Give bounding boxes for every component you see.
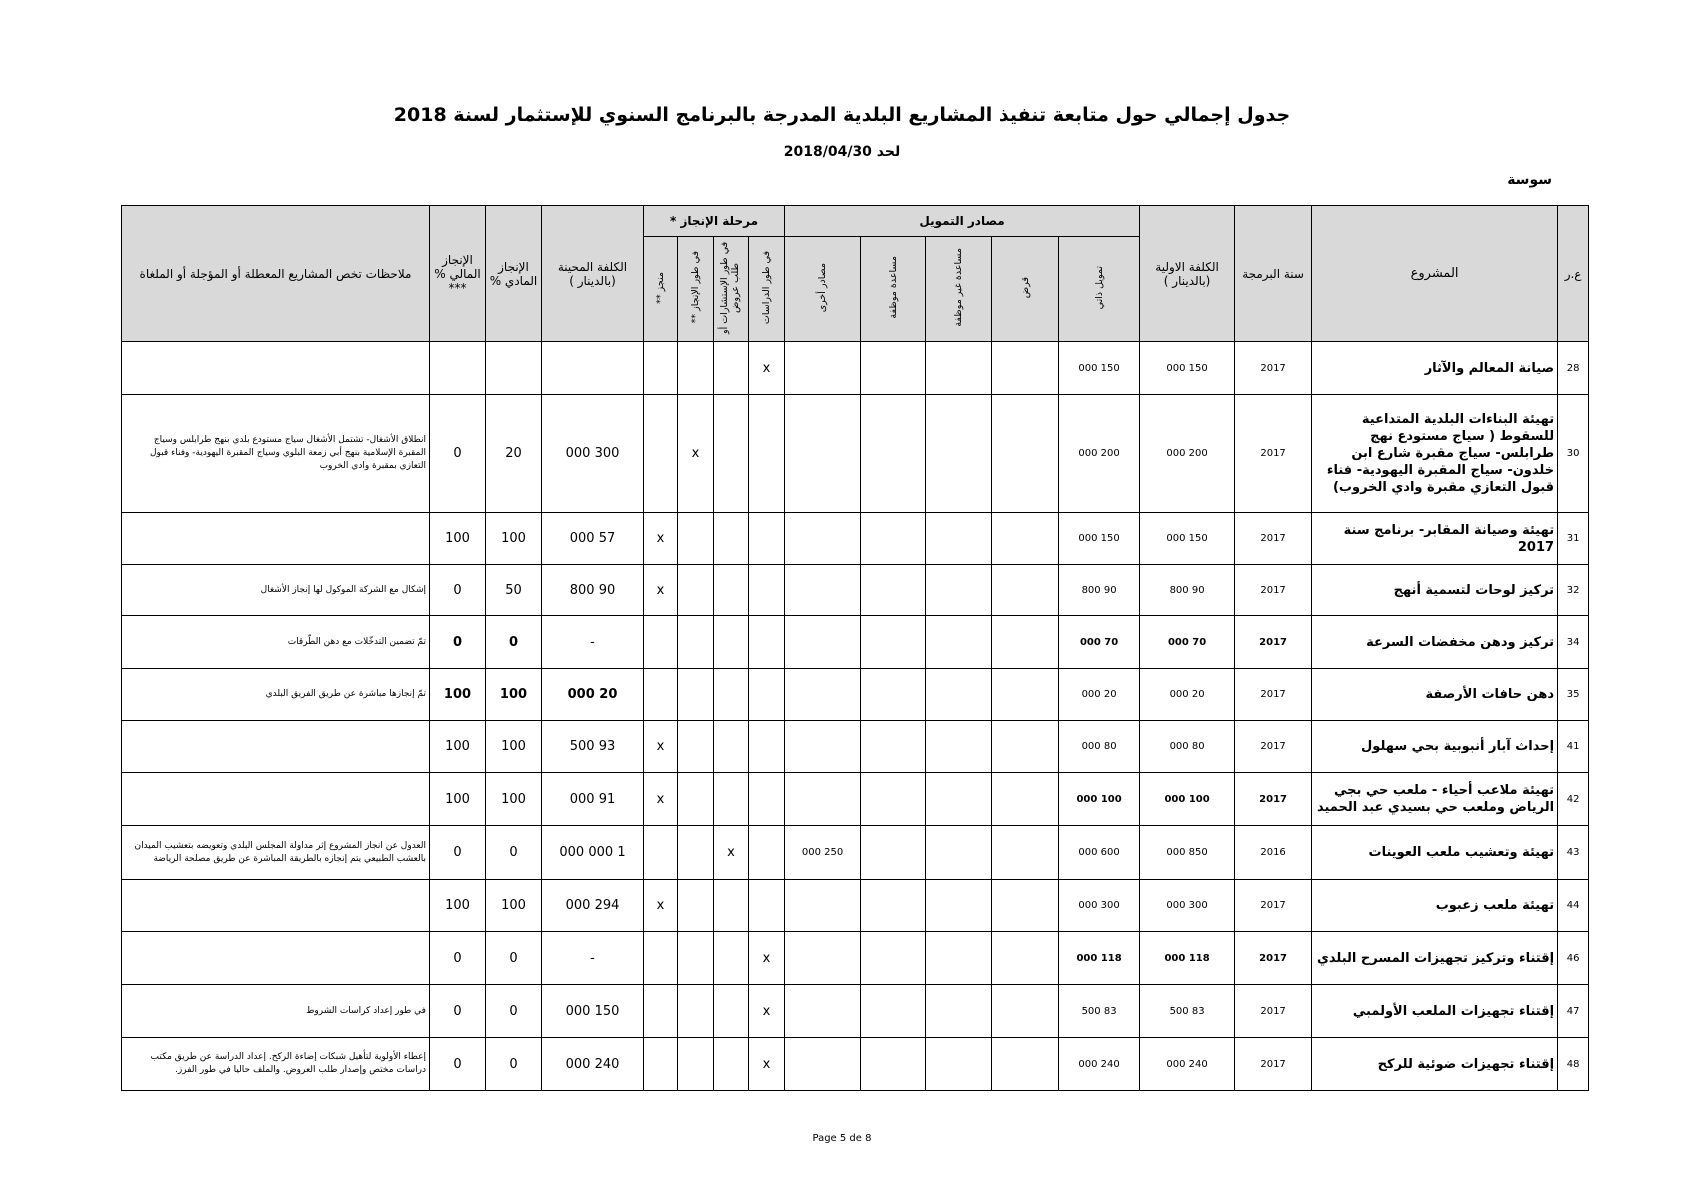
cell-num: 41 (1558, 721, 1589, 773)
cell-updated-cost: 240 000 (542, 1038, 644, 1091)
table-row (122, 513, 1589, 565)
cell-in-progress (678, 985, 714, 1038)
col-loan-label: قرض (1019, 276, 1031, 299)
cell-year: 2017 (1235, 932, 1312, 985)
cell-unallocated-aid (926, 721, 992, 773)
cell-in-progress (678, 773, 714, 826)
cell-initial-cost: 83 500 (1140, 985, 1235, 1038)
cell-loan (992, 669, 1059, 721)
cell-year: 2017 (1235, 669, 1312, 721)
cell-in-progress (678, 565, 714, 616)
cell-in-progress (678, 669, 714, 721)
cell-consultations (714, 616, 749, 669)
cell-allocated-aid (861, 985, 926, 1038)
cell-year: 2017 (1235, 616, 1312, 669)
cell-updated-cost: 91 000 (542, 773, 644, 826)
cell-self-funding: 100 000 (1059, 773, 1140, 826)
cell-studies (749, 669, 785, 721)
col-unallocated-aid (926, 237, 992, 342)
cell-studies: x (749, 1038, 785, 1091)
col-self-funding (1059, 237, 1140, 342)
table-row (122, 395, 1589, 513)
cell-done (644, 985, 678, 1038)
cell-financial: 100 (430, 721, 486, 773)
cell-initial-cost: 80 000 (1140, 721, 1235, 773)
cell-initial-cost: 100 000 (1140, 773, 1235, 826)
cell-notes (122, 880, 430, 932)
cell-in-progress: x (678, 395, 714, 513)
cell-num: 28 (1558, 342, 1589, 395)
page-title: جدول إجمالي حول متابعة تنفيذ المشاريع البلدية المدرجة بالبرنامج السنوي للإستثمار لسنة 2018 (393, 104, 1291, 126)
cell-allocated-aid (861, 880, 926, 932)
cell-financial: 100 (430, 773, 486, 826)
cell-financial: 0 (430, 826, 486, 880)
cell-done: x (644, 880, 678, 932)
cell-updated-cost (542, 342, 644, 395)
cell-allocated-aid (861, 616, 926, 669)
col-allocated-aid (861, 237, 926, 342)
cell-self-funding: 70 000 (1059, 616, 1140, 669)
cell-project: صيانة المعالم والآثار (1312, 342, 1558, 395)
cell-other-sources (785, 1038, 861, 1091)
col-allocated-aid-label: مساعدة موظفة (887, 256, 899, 319)
cell-done: x (644, 513, 678, 565)
table-row (122, 721, 1589, 773)
cell-allocated-aid (861, 565, 926, 616)
cell-loan (992, 616, 1059, 669)
cell-updated-cost: 90 800 (542, 565, 644, 616)
cell-updated-cost: 150 000 (542, 985, 644, 1038)
cell-project: دهن حافات الأرصفة (1312, 669, 1558, 721)
cell-studies: x (749, 932, 785, 985)
cell-unallocated-aid (926, 985, 992, 1038)
cell-updated-cost: 20 000 (542, 669, 644, 721)
cell-unallocated-aid (926, 880, 992, 932)
cell-self-funding: 200 000 (1059, 395, 1140, 513)
table-row (122, 342, 1589, 395)
table-row (122, 773, 1589, 826)
cell-allocated-aid (861, 721, 926, 773)
cell-unallocated-aid (926, 669, 992, 721)
cell-financial: 0 (430, 616, 486, 669)
col-physical: الإنجاز المادي % (486, 206, 542, 342)
table-row (122, 985, 1589, 1038)
cell-in-progress (678, 932, 714, 985)
cell-physical: 100 (486, 669, 542, 721)
cell-consultations (714, 932, 749, 985)
cell-self-funding: 150 000 (1059, 513, 1140, 565)
cell-physical: 0 (486, 932, 542, 985)
cell-num: 42 (1558, 773, 1589, 826)
cell-unallocated-aid (926, 395, 992, 513)
cell-physical: 100 (486, 513, 542, 565)
cell-unallocated-aid (926, 342, 992, 395)
col-consultations (714, 237, 749, 342)
cell-loan (992, 932, 1059, 985)
cell-year: 2017 (1235, 513, 1312, 565)
cell-notes: إعطاء الأولوية لتأهيل شبكات إضاءة الركح. إعداد الدراسة عن طريق مكتب دراسات مختص وإصدار طلب العروض. والملف حاليا في طور الفرز. (122, 1038, 430, 1091)
col-notes: ملاحظات تخص المشاريع المعطلة أو المؤجلة أو الملغاة (122, 206, 430, 342)
page-number: Page 5 de 8 (812, 1133, 872, 1144)
cell-updated-cost: - (542, 616, 644, 669)
cell-in-progress (678, 880, 714, 932)
col-year: سنة البرمجة (1235, 206, 1312, 342)
cell-done: x (644, 565, 678, 616)
cell-project: تركيز لوحات لتسمية أنهج (1312, 565, 1558, 616)
cell-self-funding: 240 000 (1059, 1038, 1140, 1091)
col-unallocated-aid-label: مساعدة غير موظفة (953, 248, 965, 327)
cell-self-funding: 600 000 (1059, 826, 1140, 880)
cell-updated-cost: 93 500 (542, 721, 644, 773)
cell-year: 2017 (1235, 1038, 1312, 1091)
cell-physical: 100 (486, 721, 542, 773)
cell-initial-cost: 90 800 (1140, 565, 1235, 616)
cell-other-sources (785, 932, 861, 985)
col-studies-label: في طور الدراسات (761, 250, 773, 325)
cell-loan (992, 565, 1059, 616)
cell-financial: 100 (430, 669, 486, 721)
cell-studies (749, 721, 785, 773)
cell-year: 2017 (1235, 342, 1312, 395)
cell-physical: 0 (486, 985, 542, 1038)
cell-financial: 0 (430, 985, 486, 1038)
cell-consultations (714, 513, 749, 565)
cell-unallocated-aid (926, 826, 992, 880)
col-studies (749, 237, 785, 342)
cell-unallocated-aid (926, 616, 992, 669)
cell-studies (749, 565, 785, 616)
cell-unallocated-aid (926, 932, 992, 985)
cell-num: 48 (1558, 1038, 1589, 1091)
cell-year: 2017 (1235, 395, 1312, 513)
cell-notes: إشكال مع الشركة الموكول لها إنجاز الأشغال (122, 565, 430, 616)
cell-notes: تمّ تضمين التدخّلات مع دهن الطّرقات (122, 616, 430, 669)
cell-num: 47 (1558, 985, 1589, 1038)
cell-loan (992, 985, 1059, 1038)
cell-done (644, 616, 678, 669)
cell-num: 35 (1558, 669, 1589, 721)
cell-year: 2017 (1235, 880, 1312, 932)
cell-other-sources (785, 513, 861, 565)
cell-num: 32 (1558, 565, 1589, 616)
col-in-progress-label: في طور الإنجاز ** (690, 251, 702, 324)
cell-in-progress (678, 721, 714, 773)
cell-in-progress (678, 826, 714, 880)
cell-year: 2017 (1235, 985, 1312, 1038)
cell-done (644, 1038, 678, 1091)
cell-allocated-aid (861, 932, 926, 985)
cell-consultations (714, 669, 749, 721)
cell-self-funding: 90 800 (1059, 565, 1140, 616)
col-project: المشروع (1312, 206, 1558, 342)
col-group-stage: مرحلة الإنجاز * (644, 206, 785, 237)
cell-project: تهيئة ملعب زعبوب (1312, 880, 1558, 932)
cell-consultations (714, 395, 749, 513)
cell-notes: العدول عن انجاز المشروع إثر مداولة المجلس البلدي وتعويضه بتعشيب الميدان بالعشب الطبيعي يتم إنجازه بالطريقة المباشرة عن طريق مصلحة الرياضة (122, 826, 430, 880)
cell-year: 2016 (1235, 826, 1312, 880)
cell-physical: 0 (486, 826, 542, 880)
table-body (122, 342, 1589, 1091)
col-done (644, 237, 678, 342)
table-row (122, 826, 1589, 880)
report-date (0, 144, 1684, 160)
cell-num: 44 (1558, 880, 1589, 932)
cell-year: 2017 (1235, 721, 1312, 773)
cell-other-sources: 250 000 (785, 826, 861, 880)
col-loan (992, 237, 1059, 342)
col-group-funding: مصادر التمويل (785, 206, 1140, 237)
cell-physical: 0 (486, 1038, 542, 1091)
cell-financial: 100 (430, 880, 486, 932)
col-num: ع.ر (1558, 206, 1589, 342)
report-date-value: 2018/04/30 (783, 144, 872, 160)
cell-studies (749, 395, 785, 513)
cell-consultations: x (714, 826, 749, 880)
cell-num: 30 (1558, 395, 1589, 513)
cell-project: تهيئة وتعشيب ملعب العوينات (1312, 826, 1558, 880)
cell-other-sources (785, 616, 861, 669)
cell-done (644, 342, 678, 395)
cell-initial-cost: 150 000 (1140, 342, 1235, 395)
cell-updated-cost: 300 000 (542, 395, 644, 513)
cell-other-sources (785, 721, 861, 773)
cell-consultations (714, 342, 749, 395)
cell-notes (122, 932, 430, 985)
cell-studies (749, 616, 785, 669)
cell-studies (749, 826, 785, 880)
cell-consultations (714, 1038, 749, 1091)
cell-studies (749, 513, 785, 565)
cell-done: x (644, 773, 678, 826)
cell-done: x (644, 721, 678, 773)
cell-physical (486, 342, 542, 395)
cell-studies: x (749, 342, 785, 395)
table-row (122, 565, 1589, 616)
cell-updated-cost: 294 000 (542, 880, 644, 932)
cell-financial: 100 (430, 513, 486, 565)
cell-initial-cost: 240 000 (1140, 1038, 1235, 1091)
cell-done (644, 932, 678, 985)
cell-allocated-aid (861, 826, 926, 880)
cell-initial-cost: 70 000 (1140, 616, 1235, 669)
cell-loan (992, 721, 1059, 773)
cell-studies: x (749, 985, 785, 1038)
cell-financial: 0 (430, 395, 486, 513)
cell-project: إقتناء وتركيز تجهيزات المسرح البلدي (1312, 932, 1558, 985)
col-updated-cost: الكلفة المحينة (بالدينار ) (542, 206, 644, 342)
cell-consultations (714, 880, 749, 932)
cell-loan (992, 1038, 1059, 1091)
cell-in-progress (678, 1038, 714, 1091)
cell-other-sources (785, 565, 861, 616)
cell-project: إقتناء تجهيزات الملعب الأولمبي (1312, 985, 1558, 1038)
cell-allocated-aid (861, 513, 926, 565)
cell-financial: 0 (430, 932, 486, 985)
cell-notes (122, 513, 430, 565)
cell-consultations (714, 721, 749, 773)
cell-num: 43 (1558, 826, 1589, 880)
cell-initial-cost: 20 000 (1140, 669, 1235, 721)
cell-financial: 0 (430, 565, 486, 616)
table-row (122, 932, 1589, 985)
cell-studies (749, 880, 785, 932)
cell-in-progress (678, 342, 714, 395)
cell-other-sources (785, 395, 861, 513)
cell-physical: 100 (486, 880, 542, 932)
col-other-sources-label: مصادر أخرى (817, 262, 829, 313)
cell-in-progress (678, 513, 714, 565)
report-date-prefix: لحد (876, 144, 901, 160)
cell-other-sources (785, 773, 861, 826)
cell-num: 46 (1558, 932, 1589, 985)
col-in-progress (678, 237, 714, 342)
cell-self-funding: 150 000 (1059, 342, 1140, 395)
cell-initial-cost: 200 000 (1140, 395, 1235, 513)
cell-studies (749, 773, 785, 826)
cell-loan (992, 513, 1059, 565)
cell-self-funding: 80 000 (1059, 721, 1140, 773)
table-row (122, 669, 1589, 721)
col-consultations-label: في طور الإستشارات أو طلب عروض (719, 241, 742, 334)
cell-unallocated-aid (926, 773, 992, 826)
cell-loan (992, 395, 1059, 513)
cell-project: إحداث آبار أنبوبية بحي سهلول (1312, 721, 1558, 773)
cell-in-progress (678, 616, 714, 669)
cell-other-sources (785, 669, 861, 721)
cell-updated-cost: 1 000 000 (542, 826, 644, 880)
cell-other-sources (785, 342, 861, 395)
cell-consultations (714, 773, 749, 826)
table-row (122, 1038, 1589, 1091)
cell-project: تهيئة وصيانة المقابر- برنامج سنة 2017 (1312, 513, 1558, 565)
cell-consultations (714, 565, 749, 616)
cell-other-sources (785, 880, 861, 932)
cell-initial-cost: 118 000 (1140, 932, 1235, 985)
col-financial: الإنجاز المالي % *** (430, 206, 486, 342)
cell-financial: 0 (430, 1038, 486, 1091)
cell-num: 31 (1558, 513, 1589, 565)
header-row-groups (122, 206, 1589, 237)
cell-updated-cost: - (542, 932, 644, 985)
cell-physical: 50 (486, 565, 542, 616)
cell-done (644, 395, 678, 513)
cell-unallocated-aid (926, 513, 992, 565)
cell-notes: تمّ إنجازها مباشرة عن طريق الفريق البلدي (122, 669, 430, 721)
cell-done (644, 669, 678, 721)
cell-consultations (714, 985, 749, 1038)
cell-self-funding: 20 000 (1059, 669, 1140, 721)
cell-allocated-aid (861, 1038, 926, 1091)
cell-updated-cost: 57 000 (542, 513, 644, 565)
city-name: سوسة (1507, 172, 1552, 188)
cell-self-funding: 118 000 (1059, 932, 1140, 985)
cell-project: إقتناء تجهيزات ضوئية للركح (1312, 1038, 1558, 1091)
cell-self-funding: 83 500 (1059, 985, 1140, 1038)
cell-done (644, 826, 678, 880)
cell-physical: 0 (486, 616, 542, 669)
cell-project: تهيئة البناءات البلدية المتداعية للسقوط ( سياج مستودع نهج طرابلس- سياج مقبرة شارع ابن خلدون- سياج المقبرة اليهودية- فناء قبول التعازي مقبرة وادي الخروب) (1312, 395, 1558, 513)
projects-table (121, 205, 1589, 1091)
cell-notes: انطلاق الأشغال- تشتمل الأشغال سياج مستودع بلدي بنهج طرابلس وسياج المقبرة الإسلامية بنهج أبي زمعة البلوي وسياج المقبرة اليهودية- وفناء قبول التعازي بمقبرة وادي الخروب (122, 395, 430, 513)
cell-initial-cost: 850 000 (1140, 826, 1235, 880)
cell-initial-cost: 150 000 (1140, 513, 1235, 565)
cell-notes (122, 342, 430, 395)
col-done-label: منجز ** (655, 271, 667, 304)
col-self-funding-label: تمويل ذاتي (1093, 265, 1105, 310)
cell-year: 2017 (1235, 773, 1312, 826)
cell-allocated-aid (861, 669, 926, 721)
col-other-sources (785, 237, 861, 342)
cell-notes (122, 721, 430, 773)
cell-allocated-aid (861, 773, 926, 826)
cell-allocated-aid (861, 395, 926, 513)
cell-notes (122, 773, 430, 826)
table-row (122, 880, 1589, 932)
cell-notes: في طور إعداد كراسات الشروط (122, 985, 430, 1038)
cell-unallocated-aid (926, 565, 992, 616)
cell-other-sources (785, 985, 861, 1038)
cell-unallocated-aid (926, 1038, 992, 1091)
col-initial-cost: الكلفة الاولية (بالدينار ) (1140, 206, 1235, 342)
cell-project: تركيز ودهن مخفضات السرعة (1312, 616, 1558, 669)
cell-loan (992, 880, 1059, 932)
cell-loan (992, 773, 1059, 826)
table-row (122, 616, 1589, 669)
cell-loan (992, 826, 1059, 880)
cell-self-funding: 300 000 (1059, 880, 1140, 932)
cell-project: تهيئة ملاعب أحياء - ملعب حي بجي الرياض وملعب حي بسيدي عبد الحميد (1312, 773, 1558, 826)
cell-initial-cost: 300 000 (1140, 880, 1235, 932)
cell-loan (992, 342, 1059, 395)
cell-physical: 20 (486, 395, 542, 513)
cell-physical: 100 (486, 773, 542, 826)
cell-financial (430, 342, 486, 395)
cell-year: 2017 (1235, 565, 1312, 616)
cell-num: 34 (1558, 616, 1589, 669)
cell-allocated-aid (861, 342, 926, 395)
